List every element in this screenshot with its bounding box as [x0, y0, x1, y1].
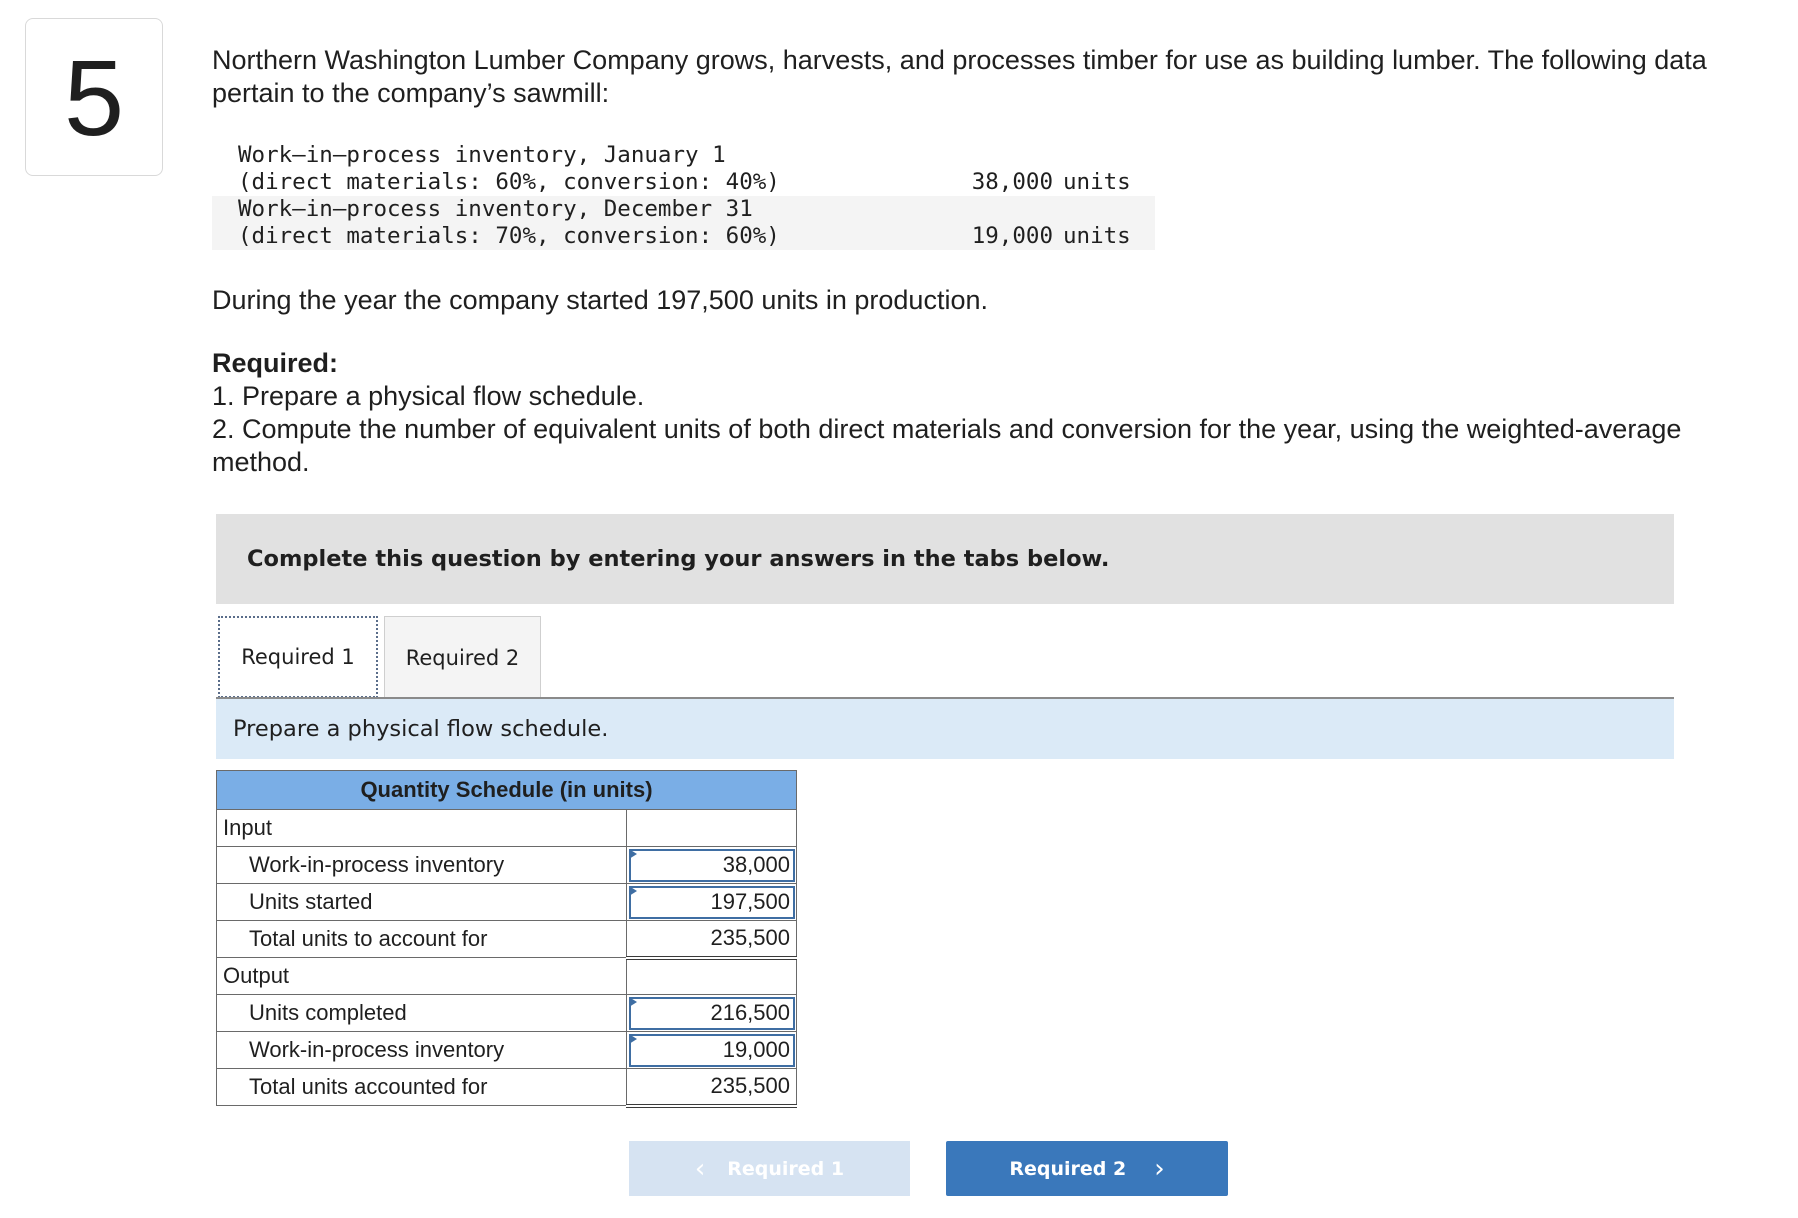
required-item: 1. Prepare a physical flow schedule.	[212, 381, 645, 411]
data-row-value: 19,000	[919, 223, 1057, 250]
question-content	[212, 44, 1772, 479]
chevron-left-icon: ‹	[694, 1153, 706, 1184]
row-label: Units started	[217, 884, 627, 921]
tab-required-2[interactable]: Required 2	[384, 616, 541, 698]
quantity-schedule-table	[216, 770, 797, 1108]
next-button-label: Required 2	[1009, 1157, 1127, 1180]
answer-input[interactable]: 38,000	[627, 847, 797, 884]
tab-required-1[interactable]: Required 1	[218, 616, 378, 698]
table-row	[217, 921, 797, 958]
data-row-unit: units	[1057, 223, 1155, 250]
table-row	[217, 810, 797, 847]
required-item: 2. Compute the number of equivalent units of both direct materials and conversion for the year, using the weighted-average method.	[212, 414, 1682, 477]
table-row	[217, 1032, 797, 1069]
data-row	[212, 169, 1155, 196]
question-number: 5	[25, 18, 163, 176]
prev-button-label: Required 1	[727, 1157, 845, 1180]
row-label: Total units accounted for	[217, 1069, 627, 1106]
row-label: Units completed	[217, 995, 627, 1032]
answer-input[interactable]: 19,000	[627, 1032, 797, 1069]
table-row	[217, 958, 797, 995]
row-label: Total units to account for	[217, 921, 627, 958]
data-row-unit: units	[1063, 169, 1131, 195]
given-data-table	[212, 142, 1155, 250]
total-value: 235,500	[627, 1069, 797, 1106]
during-text: During the year the company started 197,500 units in production.	[212, 285, 988, 315]
data-row-label: Work–in–process inventory, January 1	[238, 142, 726, 168]
total-value: 235,500	[627, 921, 797, 958]
data-row	[212, 196, 1155, 223]
row-label: Work-in-process inventory	[217, 847, 627, 884]
schedule-header: Quantity Schedule (in units)	[217, 771, 797, 810]
next-button[interactable]	[946, 1141, 1228, 1196]
instructions-banner: Complete this question by entering your answers in the tabs below.	[216, 514, 1674, 604]
data-row-sublabel: (direct materials: 70%, conversion: 60%)	[212, 223, 919, 250]
section-label-output: Output	[217, 958, 627, 995]
answer-input[interactable]: 197,500	[627, 884, 797, 921]
tab-instruction: Prepare a physical flow schedule.	[216, 699, 1674, 759]
table-row	[217, 995, 797, 1032]
answer-input[interactable]: 216,500	[627, 995, 797, 1032]
intro-text: Northern Washington Lumber Company grows, harvests, and processes timber for use as building lumber. The following data pertain to the company’s sawmill:	[212, 45, 1707, 108]
table-row	[217, 1069, 797, 1106]
data-row	[212, 223, 1155, 250]
data-row-label: Work–in–process inventory, December 31	[212, 196, 919, 223]
data-row-sublabel: (direct materials: 60%, conversion: 40%)	[238, 169, 780, 195]
prev-button[interactable]	[629, 1141, 910, 1196]
table-row	[217, 847, 797, 884]
row-label: Work-in-process inventory	[217, 1032, 627, 1069]
data-row	[212, 142, 1155, 169]
section-label-input: Input	[217, 810, 627, 847]
required-title: Required:	[212, 348, 339, 378]
data-row-value: 38,000	[971, 169, 1053, 195]
chevron-right-icon: ›	[1154, 1153, 1165, 1184]
table-row	[217, 884, 797, 921]
